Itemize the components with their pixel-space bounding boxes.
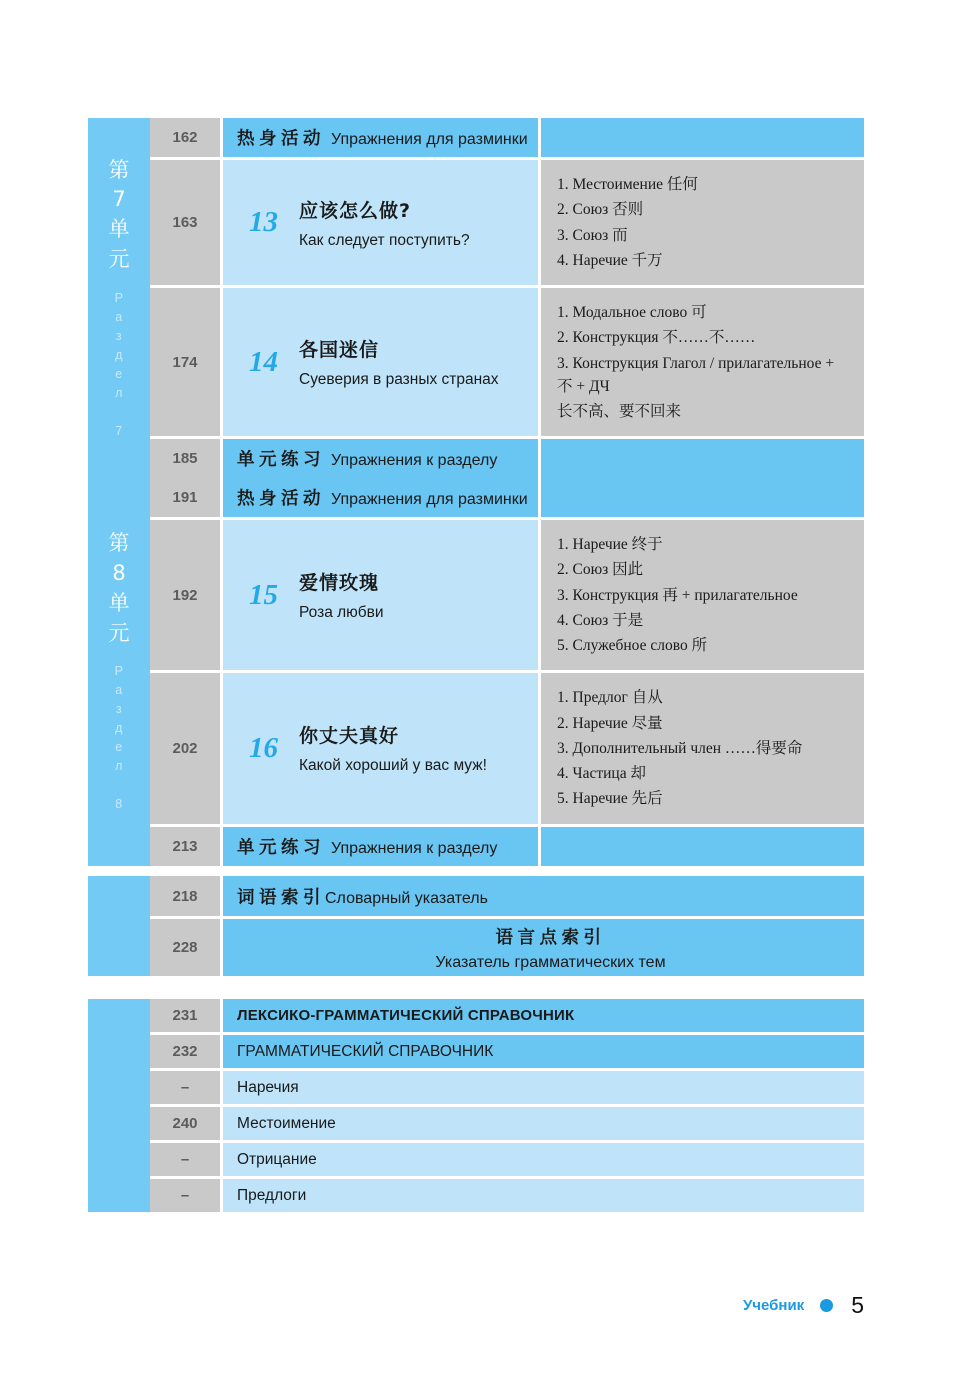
row-title bbox=[223, 876, 864, 916]
grammar-item: 2. Союз 否则 bbox=[557, 201, 644, 219]
reference-block bbox=[88, 999, 864, 1212]
unit-spine-ru-7: Р а з д е л 7 bbox=[114, 290, 124, 438]
grammar-item: 4. Наречие 千万 bbox=[557, 251, 663, 269]
row-title bbox=[223, 1035, 864, 1068]
row-title bbox=[223, 439, 538, 478]
unit-block-7 bbox=[88, 118, 864, 478]
grammar-item: 1. Модальное слово 可 bbox=[557, 304, 707, 321]
table-row[interactable] bbox=[150, 876, 864, 916]
lesson-title-ru: Роза любви bbox=[299, 604, 384, 622]
grammar-item: 3. Союз 而 bbox=[557, 226, 628, 244]
page-footer bbox=[743, 1292, 864, 1319]
grammar-item: 4. Союз 于是 bbox=[557, 611, 644, 629]
index-rows bbox=[150, 876, 864, 976]
grammar-item: 4. Частица 却 bbox=[557, 765, 646, 782]
index-title-cn: 语言点索引 bbox=[495, 927, 606, 948]
grammar-item: 2. Наречие 尽量 bbox=[557, 714, 663, 732]
unit-rows-7 bbox=[150, 118, 864, 478]
page-number: 202 bbox=[150, 673, 220, 823]
unit-spine-cn-8: 第 8 单 元 bbox=[108, 531, 130, 645]
table-row[interactable] bbox=[150, 1071, 864, 1104]
page-number: 213 bbox=[150, 827, 220, 866]
lesson-number: 15 bbox=[249, 578, 278, 611]
row-title bbox=[223, 673, 538, 823]
unit-spine-ru-8: Р а з д е л 8 bbox=[114, 664, 124, 812]
reference-label: Наречия bbox=[237, 1078, 299, 1096]
table-row[interactable] bbox=[150, 439, 864, 478]
grammar-cell bbox=[541, 673, 864, 823]
row-title bbox=[223, 288, 538, 436]
lesson-title-cn: 各国迷信 bbox=[299, 339, 380, 362]
row-title bbox=[223, 1143, 864, 1176]
row-title-cn: 热身活动 bbox=[237, 129, 325, 149]
index-title-ru: Указатель грамматических тем bbox=[435, 953, 666, 971]
page-number: 231 bbox=[150, 999, 220, 1032]
table-row[interactable] bbox=[150, 520, 864, 670]
page-number: 192 bbox=[150, 520, 220, 670]
table-row[interactable] bbox=[150, 288, 864, 436]
unit-spine-7 bbox=[88, 118, 150, 478]
grammar-item: 3. Дополнительный член ……得要命 bbox=[557, 739, 803, 757]
table-row[interactable] bbox=[150, 478, 864, 517]
page-number: – bbox=[150, 1071, 220, 1104]
table-row[interactable] bbox=[150, 1179, 864, 1212]
row-title bbox=[223, 919, 864, 976]
unit-rows-8 bbox=[150, 478, 864, 866]
page-number: – bbox=[150, 1143, 220, 1176]
footer-page-number: 5 bbox=[851, 1292, 864, 1318]
index-block bbox=[88, 876, 864, 976]
table-row[interactable] bbox=[150, 827, 864, 866]
table-row[interactable] bbox=[150, 999, 864, 1032]
page-number: 163 bbox=[150, 160, 220, 285]
index-title-ru: Словарный указатель bbox=[325, 889, 488, 907]
reference-rows bbox=[150, 999, 864, 1212]
row-title-cn: 热身活动 bbox=[237, 489, 325, 509]
grammar-cell bbox=[541, 288, 864, 436]
index-spine bbox=[88, 876, 150, 976]
footer-label: Учебник bbox=[742, 1297, 805, 1314]
grammar-cell-empty bbox=[541, 827, 864, 866]
reference-label: Предлоги bbox=[237, 1186, 307, 1204]
unit-block-8 bbox=[88, 478, 864, 866]
reference-spine bbox=[88, 999, 150, 1212]
grammar-item: 3. Конструкция 再 + прилагательное bbox=[557, 586, 798, 604]
page-number: 191 bbox=[150, 478, 220, 517]
lesson-number: 16 bbox=[249, 731, 278, 764]
grammar-cell bbox=[541, 160, 864, 285]
grammar-item: 1. Местоимение 任何 bbox=[557, 176, 698, 193]
page-number: 162 bbox=[150, 118, 220, 157]
row-title bbox=[223, 827, 538, 866]
row-title bbox=[223, 478, 538, 517]
page-number: 240 bbox=[150, 1107, 220, 1140]
lesson-title-cn: 你丈夫真好 bbox=[299, 725, 400, 748]
grammar-cell-empty bbox=[541, 439, 864, 478]
grammar-item: 1. Предлог 自从 bbox=[557, 689, 663, 707]
grammar-item: 5. Служебное слово 所 bbox=[557, 637, 708, 654]
reference-label: ГРАММАТИЧЕСКИЙ СПРАВОЧНИК bbox=[237, 1042, 494, 1060]
unit-spine-8 bbox=[88, 478, 150, 866]
grammar-item: 长不高、要不回来 bbox=[557, 403, 682, 420]
table-row[interactable] bbox=[150, 1143, 864, 1176]
row-title-cn: 单元练习 bbox=[237, 837, 325, 858]
row-title bbox=[223, 999, 864, 1032]
table-row[interactable] bbox=[150, 1035, 864, 1068]
row-title bbox=[223, 1179, 864, 1212]
bullet-dot-icon bbox=[820, 1299, 833, 1312]
page-number: 185 bbox=[150, 439, 220, 478]
row-title-ru: Упражнения для разминки bbox=[331, 131, 528, 148]
page-number: 232 bbox=[150, 1035, 220, 1068]
row-title bbox=[223, 520, 538, 670]
grammar-cell-empty bbox=[541, 478, 864, 517]
index-title-cn: 词语索引 bbox=[237, 887, 325, 908]
lesson-title-cn: 爱情玫瑰 bbox=[299, 572, 380, 595]
lesson-title-ru: Как следует поступить? bbox=[299, 231, 470, 249]
table-row[interactable] bbox=[150, 118, 864, 157]
page-number: 218 bbox=[150, 876, 220, 916]
reference-label: ЛЕКСИКО-ГРАММАТИЧЕСКИЙ СПРАВОЧНИК bbox=[237, 1007, 575, 1024]
unit-spine-cn-7: 第 7 单 元 bbox=[108, 157, 130, 271]
grammar-cell-empty bbox=[541, 118, 864, 157]
page-number: – bbox=[150, 1179, 220, 1212]
grammar-item: 1. Наречие 终于 bbox=[557, 536, 663, 553]
row-title bbox=[223, 1107, 864, 1140]
row-title bbox=[223, 1071, 864, 1104]
row-title bbox=[223, 160, 538, 285]
row-title-ru: Упражнения к разделу bbox=[331, 452, 498, 470]
lesson-title-ru: Какой хороший у вас муж! bbox=[299, 757, 487, 775]
lesson-title-cn: 应该怎么做? bbox=[299, 199, 412, 222]
row-title-ru: Упражнения для разминки bbox=[331, 491, 528, 508]
grammar-item: 2. Конструкция 不……不…… bbox=[557, 329, 756, 347]
reference-label: Местоимение bbox=[237, 1114, 336, 1132]
table-row[interactable] bbox=[150, 160, 864, 285]
page-number: 228 bbox=[150, 919, 220, 976]
row-title-ru: Упражнения к разделу bbox=[331, 839, 498, 857]
lesson-number: 14 bbox=[249, 345, 278, 378]
grammar-item: 3. Конструкция Глагол / прилагательное + 不 + ДЧ bbox=[557, 354, 835, 395]
page-number: 174 bbox=[150, 288, 220, 436]
table-row[interactable] bbox=[150, 919, 864, 976]
table-row[interactable] bbox=[150, 1107, 864, 1140]
grammar-item: 5. Наречие 先后 bbox=[557, 790, 663, 808]
row-title-cn: 单元练习 bbox=[237, 450, 325, 471]
row-title bbox=[223, 118, 538, 157]
grammar-cell bbox=[541, 520, 864, 670]
table-row[interactable] bbox=[150, 673, 864, 823]
lesson-title-ru: Суеверия в разных странах bbox=[299, 371, 499, 389]
reference-label: Отрицание bbox=[237, 1150, 317, 1168]
grammar-item: 2. Союз 因此 bbox=[557, 561, 644, 579]
lesson-number: 13 bbox=[249, 206, 278, 238]
